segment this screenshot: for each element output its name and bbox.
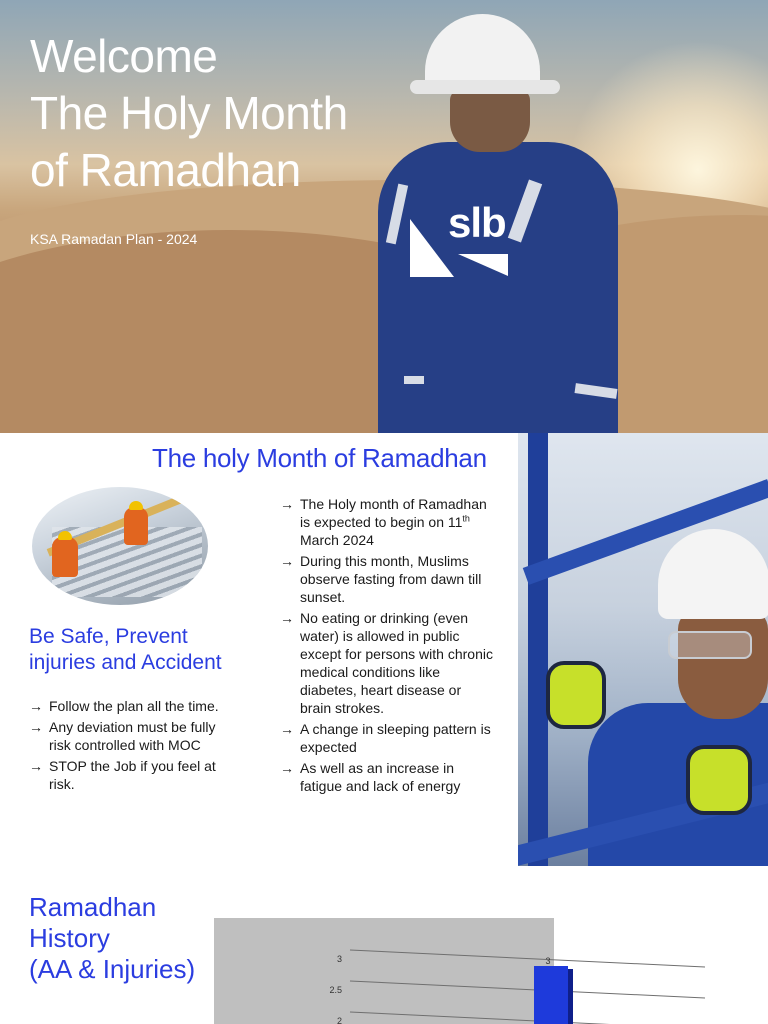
arrow-right-icon: → bbox=[280, 610, 294, 626]
safety-glasses-icon bbox=[668, 631, 752, 659]
list-item-text: Follow the plan all the time. bbox=[49, 698, 219, 714]
slb-logo: slb bbox=[448, 199, 506, 246]
worker-figure bbox=[52, 537, 78, 577]
glove-icon bbox=[686, 745, 752, 815]
arrow-right-icon: → bbox=[29, 758, 43, 774]
list-item-text: The Holy month of Ramadhan is expected to begin on 11 bbox=[300, 496, 487, 530]
y-tick-label: 2 bbox=[336, 1016, 342, 1024]
arrow-right-icon: → bbox=[29, 719, 43, 735]
list-item bbox=[29, 718, 229, 754]
list-item-text-date: March 2024 bbox=[300, 532, 374, 548]
arrow-right-icon: → bbox=[280, 760, 294, 776]
hero-subtitle: KSA Ramadan Plan - 2024 bbox=[30, 231, 198, 247]
history-heading-line: Ramadhan bbox=[29, 892, 157, 922]
hard-hat-icon bbox=[129, 501, 143, 510]
stairs-workers-photo bbox=[32, 487, 208, 605]
hard-hat-icon bbox=[658, 529, 768, 619]
history-bar-chart bbox=[300, 940, 720, 1024]
gridline bbox=[350, 950, 705, 967]
list-item bbox=[29, 697, 229, 715]
worker-gloves-photo bbox=[518, 433, 768, 866]
gridline bbox=[350, 1012, 705, 1024]
safety-heading: Be Safe, Prevent injuries and Accident bbox=[29, 625, 222, 674]
y-tick-label: 2.5 bbox=[329, 985, 342, 995]
worker-photo bbox=[370, 14, 630, 433]
hero-title-line: The Holy Month bbox=[30, 87, 348, 139]
glove-icon bbox=[546, 661, 606, 729]
history-heading-line: (AA & Injuries) bbox=[29, 954, 196, 984]
reflective-stripe bbox=[404, 376, 424, 384]
list-item bbox=[280, 552, 495, 606]
chart-bar bbox=[534, 966, 568, 1024]
arrow-right-icon: → bbox=[280, 721, 294, 737]
history-heading-line: History bbox=[29, 923, 110, 953]
list-item bbox=[280, 759, 495, 795]
hero-banner bbox=[0, 0, 768, 433]
list-item-text: During this month, Muslims observe fasting from dawn till sunset. bbox=[300, 553, 482, 605]
history-heading bbox=[29, 892, 229, 985]
section-title: The holy Month of Ramadhan bbox=[152, 443, 487, 473]
arrow-right-icon: → bbox=[280, 553, 294, 569]
scaffold-bar bbox=[528, 433, 548, 866]
list-item-text: STOP the Job if you feel at risk. bbox=[49, 758, 216, 792]
list-item-text: No eating or drinking (even water) is allowed in public except for persons with chronic medical conditions like diabetes, heart disease or brain strokes. bbox=[300, 610, 493, 716]
worker-head bbox=[450, 90, 530, 152]
ramadhan-info-list bbox=[280, 495, 495, 798]
data-label: 3 bbox=[545, 956, 551, 966]
hero-title bbox=[30, 28, 348, 199]
gridline bbox=[350, 981, 705, 998]
chart-bar-side bbox=[568, 969, 573, 1024]
list-item bbox=[280, 609, 495, 717]
y-tick-label: 3 bbox=[336, 954, 342, 964]
hero-title-line: of Ramadhan bbox=[30, 144, 301, 196]
worker-head bbox=[678, 609, 768, 719]
list-item bbox=[280, 720, 495, 756]
hard-hat-icon bbox=[58, 531, 72, 540]
worker-figure bbox=[124, 507, 148, 545]
list-item bbox=[280, 495, 495, 549]
arrow-right-icon: → bbox=[280, 496, 294, 512]
hard-hat-brim bbox=[410, 80, 560, 94]
hero-title-line: Welcome bbox=[30, 30, 218, 82]
list-item-text: Any deviation must be fully risk controlled with MOC bbox=[49, 719, 216, 753]
list-item bbox=[29, 757, 229, 793]
arrow-right-icon: → bbox=[29, 698, 43, 714]
ordinal-suffix: th bbox=[462, 513, 470, 524]
list-item-text: As well as an increase in fatigue and lack of energy bbox=[300, 760, 461, 794]
safety-list bbox=[29, 697, 229, 796]
list-item-text: A change in sleeping pattern is expected bbox=[300, 721, 491, 755]
